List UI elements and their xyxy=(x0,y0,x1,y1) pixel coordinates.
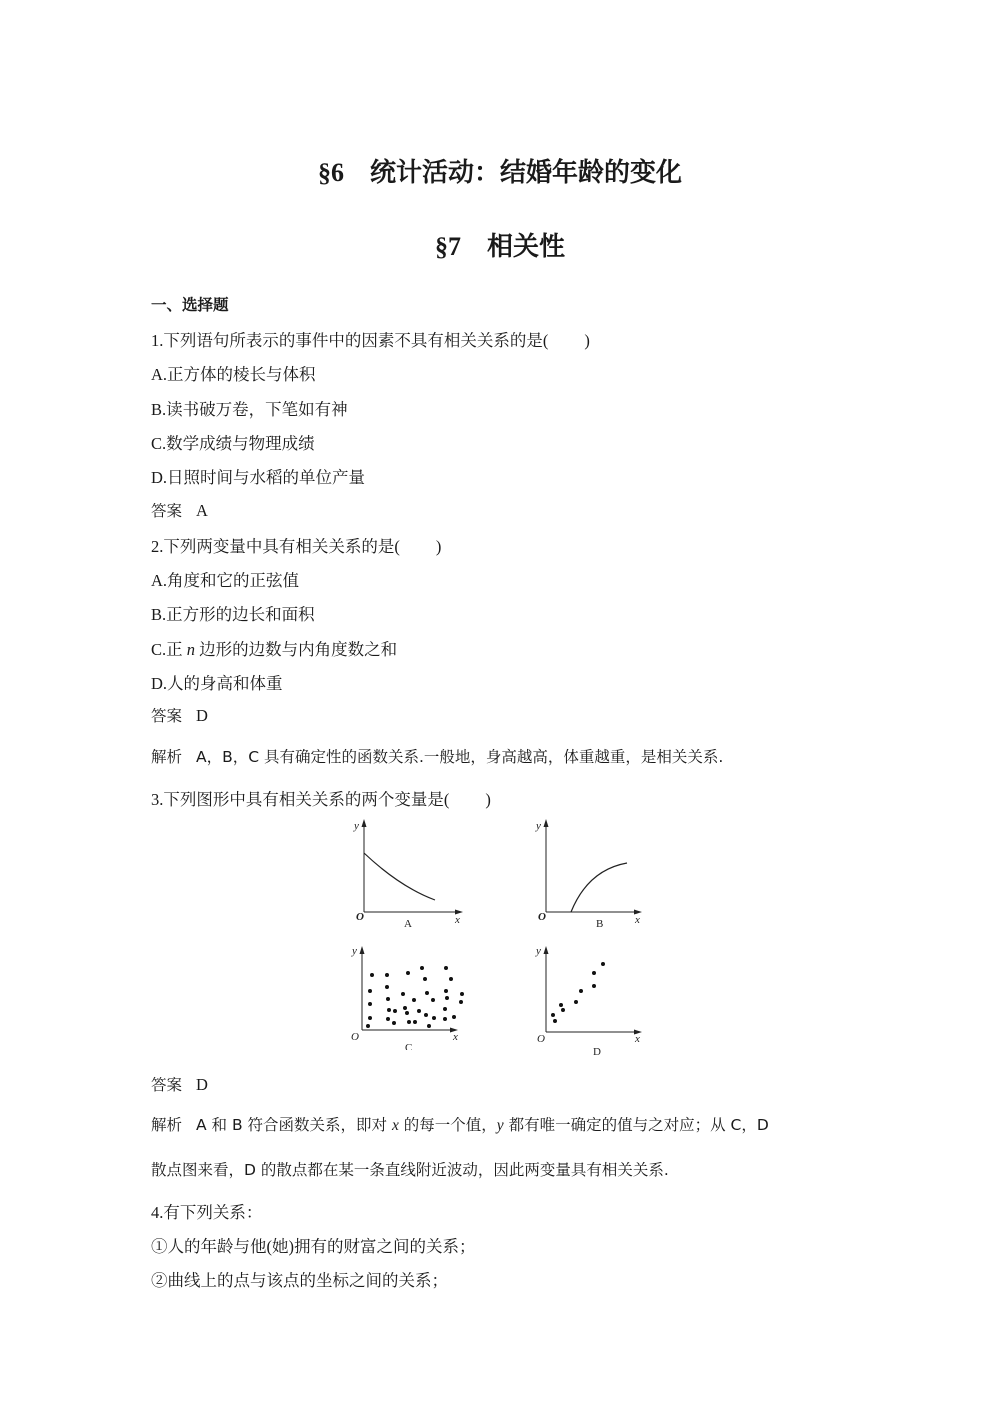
answer-value: D xyxy=(196,706,208,725)
q2-option-b: B.正方形的边长和面积 xyxy=(151,605,315,624)
svg-text:C: C xyxy=(405,1042,413,1050)
svg-text:x: x xyxy=(635,1033,640,1045)
figure-c-random-scatter xyxy=(345,940,475,1050)
math-var: y xyxy=(496,1117,504,1134)
question-2-stem xyxy=(151,533,441,557)
stem-text: 2.下列两变量中具有相关关系的是( xyxy=(151,537,400,556)
figure-d-linear-scatter xyxy=(530,940,650,1060)
question-3-stem xyxy=(151,786,491,810)
explanation-text: A，B，C 具有确定性的函数关系.一般地，身高越高，体重越重，是相关关系. xyxy=(196,748,724,766)
svg-text:O: O xyxy=(356,911,364,923)
math-var: n xyxy=(186,640,196,659)
q2-option-a: A.角度和它的正弦值 xyxy=(151,571,300,590)
q2-option-d: D.人的身高和体重 xyxy=(151,674,283,693)
q2-explanation xyxy=(151,745,723,767)
answer-label: 答案 xyxy=(151,502,183,520)
explanation-text: 都有唯一确定的值与之对应；从 C，D xyxy=(503,1116,769,1134)
q2-option-c xyxy=(151,636,397,660)
section-number: §7 xyxy=(434,232,461,261)
q1-option-b: B.读书破万卷，下笔如有神 xyxy=(151,400,348,419)
option-text: 边形的边数与内角度数之和 xyxy=(195,640,398,659)
explanation-text: 的每一个值， xyxy=(398,1116,497,1134)
svg-text:x: x xyxy=(635,914,640,926)
paren-close: ) xyxy=(435,537,442,556)
paren-close: ) xyxy=(485,790,491,809)
question-4-stem: 4.有下列关系： xyxy=(151,1203,263,1222)
svg-text:O: O xyxy=(537,1033,545,1045)
section-title-text: 统计活动：结婚年龄的变化 xyxy=(369,158,682,188)
svg-text:O: O xyxy=(538,911,546,923)
svg-text:A: A xyxy=(404,918,412,930)
svg-text:y: y xyxy=(354,820,359,832)
option-text: C.正 xyxy=(151,640,187,659)
q3-explanation-line2: 散点图来看，D 的散点都在某一条直线附近波动，因此两变量具有相关关系. xyxy=(151,1161,669,1179)
section-title-text: 相关性 xyxy=(486,232,565,262)
explanation-label: 解析 xyxy=(151,748,183,766)
q1-option-a: A.正方体的棱长与体积 xyxy=(151,365,316,384)
figure-a-decreasing-curve xyxy=(345,815,475,935)
section-title-6 xyxy=(0,152,1000,189)
q4-item-1: ①人的年龄与他(她)拥有的财富之间的关系； xyxy=(151,1237,476,1256)
svg-text:B: B xyxy=(596,918,604,930)
question-1-stem xyxy=(151,327,590,351)
answer-label: 答案 xyxy=(151,1076,183,1094)
q3-answer xyxy=(151,1073,208,1095)
svg-text:O: O xyxy=(351,1031,359,1043)
svg-text:y: y xyxy=(352,945,357,957)
q3-explanation xyxy=(151,1113,769,1135)
figure-b-increasing-curve xyxy=(530,815,650,935)
stem-text: 3.下列图形中具有相关关系的两个变量是( xyxy=(151,790,450,809)
q1-option-d: D.日照时间与水稻的单位产量 xyxy=(151,468,366,487)
q1-option-c: C.数学成绩与物理成绩 xyxy=(151,434,315,453)
explanation-label: 解析 xyxy=(151,1116,183,1134)
answer-value: A xyxy=(196,501,208,520)
q4-item-2: ②曲线上的点与该点的坐标之间的关系； xyxy=(151,1271,448,1290)
stem-text: 1.下列语句所表示的事件中的因素不具有相关关系的是( xyxy=(151,331,549,350)
svg-text:y: y xyxy=(536,820,541,832)
part-heading: 一、选择题 xyxy=(151,296,229,314)
paren-close: ) xyxy=(584,331,590,350)
section-number: §6 xyxy=(317,158,344,187)
q2-answer xyxy=(151,704,208,726)
q1-answer xyxy=(151,499,208,521)
svg-text:x: x xyxy=(453,1031,458,1043)
answer-label: 答案 xyxy=(151,707,183,725)
svg-text:D: D xyxy=(593,1046,601,1058)
svg-text:y: y xyxy=(536,945,541,957)
svg-text:x: x xyxy=(455,914,460,926)
answer-value: D xyxy=(196,1075,208,1094)
section-title-7 xyxy=(0,226,1000,263)
math-var: x xyxy=(391,1117,399,1134)
explanation-text: A 和 B 符合函数关系，即对 xyxy=(196,1116,392,1134)
